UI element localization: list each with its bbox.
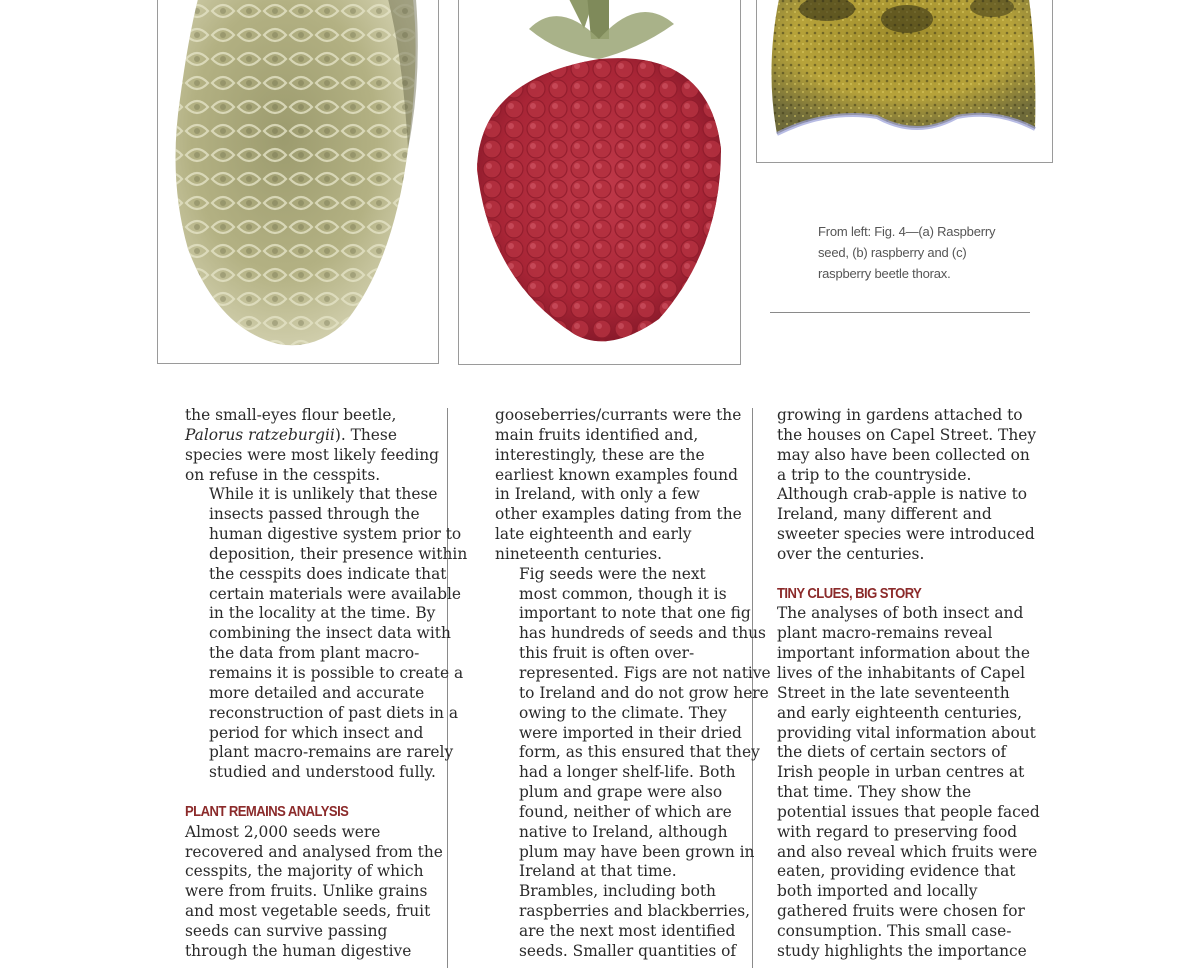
text-line: recovered and analysed from the	[185, 842, 443, 861]
paragraph	[777, 406, 1037, 565]
text-line: potential issues that people faced	[777, 802, 1040, 821]
text-line: consumption. This small case-	[777, 921, 1012, 940]
text-line: other examples dating from the	[495, 505, 742, 524]
text-line: the houses on Capel Street. They	[777, 425, 1037, 444]
text-line	[185, 426, 425, 446]
text-line: the small-eyes flour beetle,	[185, 406, 397, 424]
text-line: in Ireland, with only a few	[495, 485, 700, 504]
text-line: over the centuries.	[777, 544, 925, 563]
text-line: human digestive system prior to	[209, 525, 462, 544]
text-line: may also have been collected on	[777, 445, 1030, 464]
text-line: species were most likely feeding	[185, 445, 440, 464]
caption-line: From left: Fig. 4—(a) Raspberry	[818, 224, 996, 239]
text-line: plant macro-remains reveal	[777, 624, 993, 643]
text-line: growing in gardens attached to	[777, 406, 1023, 424]
text-line: and also reveal which fruits were	[777, 842, 1038, 861]
text-line: most common, though it is	[519, 584, 727, 603]
text-line: lives of the inhabitants of Capel	[777, 663, 1026, 682]
text-line: important information about the	[777, 644, 1030, 663]
text-line: this fruit is often over-	[519, 644, 695, 663]
text-line: plum and grape were also	[519, 783, 723, 802]
text-line: had a longer shelf-life. Both	[519, 763, 736, 782]
text-line: nineteenth centuries.	[495, 544, 663, 563]
text-line: were imported in their dried	[519, 723, 742, 742]
paragraph	[495, 406, 742, 565]
text-line: found, neither of which are	[519, 802, 732, 821]
text-line: important to note that one fig	[519, 604, 751, 623]
text-line: Fig seeds were the next	[519, 564, 706, 583]
text-line: on refuse in the cesspits.	[185, 465, 381, 484]
text-line: a trip to the countryside.	[777, 465, 972, 484]
text-line: combining the insect data with	[209, 624, 451, 643]
text-line: and early eighteenth centuries,	[777, 703, 1022, 722]
text-fragment: ). These	[334, 425, 397, 444]
paragraph	[495, 882, 751, 961]
text-line: Irish people in urban centres at	[777, 763, 1025, 782]
text-line: were from fruits. Unlike grains	[185, 882, 428, 901]
article-column-2	[495, 406, 771, 962]
text-line: Brambles, including both	[519, 882, 716, 901]
text-line: earliest known examples found	[495, 465, 738, 484]
paragraph	[777, 604, 1040, 961]
text-line: gathered fruits were chosen for	[777, 902, 1025, 921]
paragraph	[185, 406, 440, 485]
section-heading: TINY CLUES, BIG STORY	[777, 585, 922, 602]
text-line: that time. They show the	[777, 783, 972, 802]
text-line: to Ireland and do not grow here	[519, 683, 769, 702]
text-line: interestingly, these are the	[495, 445, 705, 464]
text-line: studied and understood fully.	[209, 763, 436, 782]
caption-line: raspberry beetle thorax.	[818, 266, 951, 281]
text-line: seeds can survive passing	[185, 921, 388, 940]
text-line: the diets of certain sectors of	[777, 743, 1007, 762]
text-line: both imported and locally	[777, 882, 978, 901]
text-line: insects passed through the	[209, 505, 420, 524]
figure-a-raspberry-seed	[157, 0, 439, 364]
raspberry-seed-photo	[158, 0, 438, 363]
text-line: and most vegetable seeds, fruit	[185, 902, 431, 921]
text-line: Almost 2,000 seeds were	[185, 822, 381, 841]
paragraph	[185, 485, 468, 783]
figure-caption	[818, 221, 1018, 284]
text-line: The analyses of both insect and	[777, 604, 1024, 623]
text-line: form, as this ensured that they	[519, 743, 760, 762]
text-line: While it is unlikely that these	[209, 485, 438, 504]
raspberry-fruit-photo	[459, 0, 740, 364]
species-name: Palorus ratzeburgii	[185, 425, 335, 444]
text-line: gooseberries/currants were the	[495, 406, 742, 424]
text-line: cesspits, the majority of which	[185, 862, 424, 881]
text-line: owing to the climate. They	[519, 703, 727, 722]
column-divider	[447, 408, 448, 968]
section-heading: PLANT REMAINS ANALYSIS	[185, 803, 349, 820]
text-line: Ireland, many different and	[777, 505, 992, 524]
text-line: study highlights the importance	[777, 941, 1027, 960]
text-line: in the locality at the time. By	[209, 604, 436, 623]
raspberry-beetle-thorax-photo	[757, 0, 1052, 162]
text-line: seeds. Smaller quantities of	[519, 941, 737, 960]
text-line: the data from plant macro-	[209, 644, 420, 663]
text-line: sweeter species were introduced	[777, 525, 1035, 544]
text-line: remains it is possible to create a	[209, 663, 464, 682]
paragraph	[185, 822, 443, 962]
text-line: Street in the late seventeenth	[777, 683, 1010, 702]
caption-divider	[770, 312, 1030, 313]
text-line: raspberries and blackberries,	[519, 902, 751, 921]
figure-c-beetle-thorax	[756, 0, 1053, 163]
article-column-1	[185, 406, 468, 962]
article-column-3	[777, 406, 1040, 962]
text-line: the cesspits does indicate that	[209, 564, 447, 583]
text-line: more detailed and accurate	[209, 683, 425, 702]
text-line: reconstruction of past diets in a	[209, 703, 459, 722]
text-line: period for which insect and	[209, 723, 424, 742]
text-line: with regard to preserving food	[777, 822, 1018, 841]
text-line: late eighteenth and early	[495, 525, 692, 544]
text-line: are the next most identified	[519, 921, 736, 940]
paragraph	[495, 564, 771, 883]
text-line: main fruits identified and,	[495, 425, 699, 444]
text-line: represented. Figs are not native	[519, 663, 771, 682]
text-line: certain materials were available	[209, 584, 461, 603]
text-line: plum may have been grown in	[519, 842, 755, 861]
text-line: through the human digestive	[185, 941, 412, 960]
text-line: has hundreds of seeds and thus	[519, 624, 766, 643]
text-line: deposition, their presence within	[209, 544, 468, 563]
text-line: Ireland at that time.	[519, 862, 677, 881]
text-line: providing vital information about	[777, 723, 1036, 742]
text-line: plant macro-remains are rarely	[209, 743, 454, 762]
figure-b-raspberry	[458, 0, 741, 365]
text-line: eaten, providing evidence that	[777, 862, 1016, 881]
caption-line: seed, (b) raspberry and (c)	[818, 245, 967, 260]
text-line: Although crab-apple is native to	[777, 485, 1028, 504]
text-line: native to Ireland, although	[519, 822, 728, 841]
